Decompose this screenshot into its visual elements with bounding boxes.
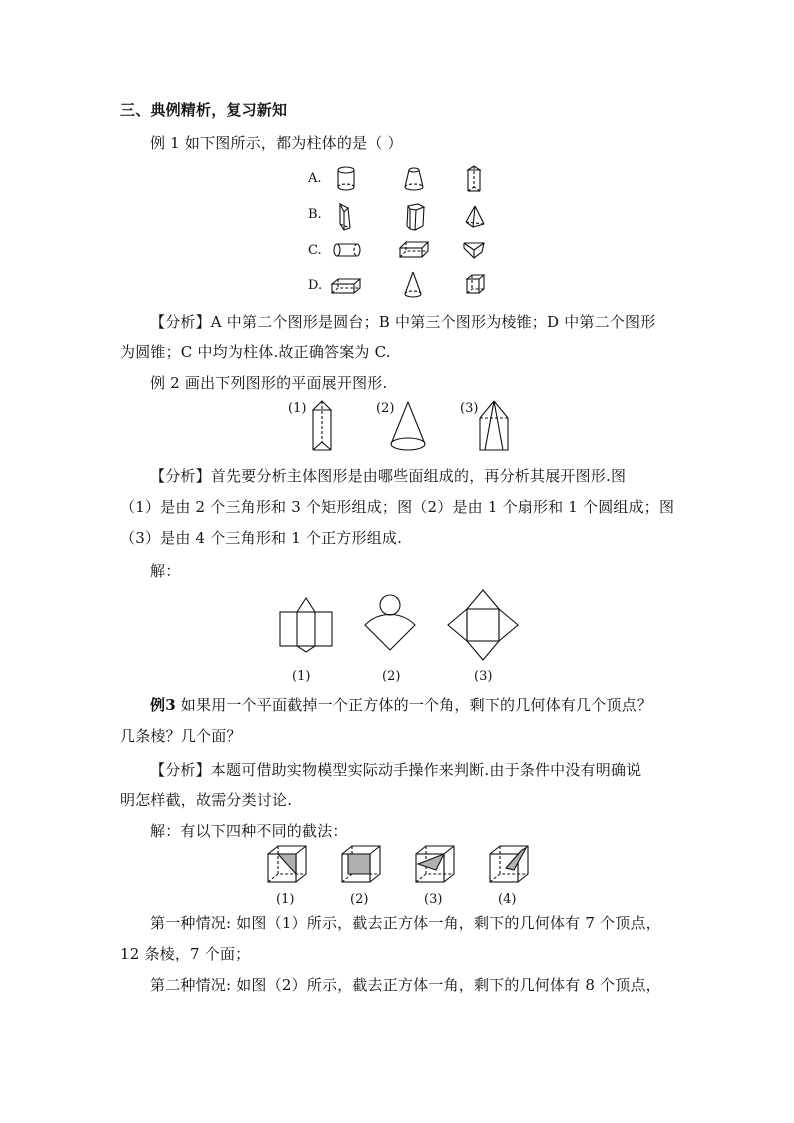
square-pyramid-drawing <box>474 398 514 456</box>
pyramid-figure <box>464 204 488 230</box>
option-a-label: A. <box>308 171 322 186</box>
horizontal-cylinder-figure <box>332 242 362 258</box>
example3-question-text: 如果用一个平面截掉一个正方体的一个角，剩下的几何体有几个顶点？ <box>175 696 653 714</box>
case1-line-2: 12 条棱，7 个面； <box>120 945 251 963</box>
slanted-prism-figure <box>334 202 356 232</box>
cone-drawing <box>386 398 430 456</box>
option-b-label: B. <box>308 207 322 222</box>
net-label-2: (2) <box>382 669 401 684</box>
cube-label-3: (3) <box>424 892 443 907</box>
pyramid-net-drawing <box>446 588 520 662</box>
cut-cube-4 <box>488 844 530 886</box>
cone-figure <box>402 270 424 300</box>
example1-question: 例 1 如下图所示，都为柱体的是（ ） <box>150 134 403 152</box>
net-label-3: (3) <box>474 669 493 684</box>
example3-question-1 <box>150 695 652 715</box>
cube-label-1: (1) <box>276 892 295 907</box>
example1-analysis-1: 【分析】A 中第二个图形是圆台；B 中第三个图形为棱锥；D 中第二个图形 <box>150 313 656 331</box>
example3-analysis-1: 【分析】本题可借助实物模型实际动手操作来判断.由于条件中没有明确说 <box>150 761 642 779</box>
example2-analysis-2: （1）是由 2 个三角形和 3 个矩形组成；图（2）是由 1 个扇形和 1 个圆组成；图 <box>120 498 675 516</box>
example1-analysis-2: 为圆锥；C 中均为柱体.故正确答案为 C. <box>120 343 391 361</box>
example2-analysis-3: （3）是由 4 个三角形和 1 个正方形组成. <box>120 529 403 547</box>
cube-corner-figure <box>464 272 488 298</box>
rectangular-box-figure <box>330 276 364 296</box>
cone-net-drawing <box>360 594 420 658</box>
case1-line-1: 第一种情况: 如图（1）所示，截去正方体一角，剩下的几何体有 7 个顶点， <box>150 914 661 932</box>
cut-cube-1 <box>266 844 308 886</box>
net-label-1: (1) <box>292 669 311 684</box>
triangular-prism-lying-figure <box>462 240 488 262</box>
option-c-label: C. <box>308 243 322 258</box>
figure-label-1: (1) <box>288 401 307 416</box>
section-heading: 三、典例精析，复习新知 <box>120 101 288 119</box>
frustum-figure <box>402 166 426 192</box>
cube-label-2: (2) <box>350 892 369 907</box>
example3-analysis-2: 明怎样截，故需分类讨论. <box>120 791 293 809</box>
triangular-prism-drawing <box>306 398 340 454</box>
cut-cube-2 <box>340 844 382 886</box>
cube-label-4: (4) <box>498 892 517 907</box>
example2-analysis-1: 【分析】首先要分析主体图形是由哪些面组成的，再分析其展开图形.图 <box>150 467 627 485</box>
pentagonal-prism-figure <box>402 202 428 232</box>
flat-box-figure <box>398 240 432 260</box>
figure-label-3: (3) <box>460 401 479 416</box>
cut-cube-3 <box>414 844 456 886</box>
option-d-label: D. <box>308 278 323 293</box>
figure-label-2: (2) <box>376 401 395 416</box>
case2-line-1: 第二种情况: 如图（2）所示，截去正方体一角，剩下的几何体有 8 个顶点， <box>150 976 661 994</box>
example2-question: 例 2 画出下列图形的平面展开图形. <box>150 374 388 392</box>
prism-net-drawing <box>276 596 336 652</box>
triangular-prism-figure <box>464 164 486 194</box>
example3-prefix: 例3 <box>150 696 176 714</box>
example3-solution-line: 解：有以下四种不同的截法： <box>150 822 348 840</box>
example2-solution-label: 解： <box>150 562 181 580</box>
cylinder-figure <box>334 166 358 192</box>
example3-question-2: 几条棱？几个面？ <box>120 727 242 745</box>
